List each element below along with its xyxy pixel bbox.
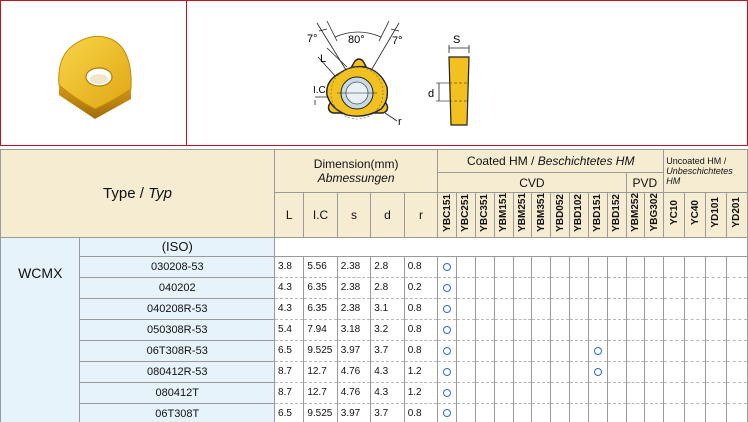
- dim-value-ic: 9.525: [304, 340, 337, 361]
- grade-cell: [570, 277, 589, 298]
- label-IC: I.C: [313, 85, 326, 96]
- iso-code: 080412R-53: [80, 361, 275, 382]
- grade-col-header: [706, 193, 727, 238]
- dim-value-l: 8.7: [275, 382, 304, 403]
- dim-value-d: 3.7: [371, 340, 404, 361]
- grade-cell: [626, 256, 645, 277]
- grade-cell: [532, 277, 551, 298]
- label-L: L: [320, 53, 327, 65]
- availability-circle-icon: [443, 409, 451, 417]
- dim-value-r: 1.2: [404, 361, 438, 382]
- availability-circle-icon: [443, 305, 451, 313]
- grade-cell: [588, 361, 607, 382]
- grade-cell: [607, 340, 626, 361]
- grade-cell: [532, 319, 551, 340]
- grade-cell: [685, 256, 706, 277]
- grade-cell: [532, 403, 551, 422]
- angle-center-label: 80°: [348, 34, 365, 46]
- grade-cell: [726, 256, 747, 277]
- dim-value-ic: 6.35: [304, 277, 337, 298]
- iso-code: 080412T: [80, 382, 275, 403]
- grade-col-header: [626, 193, 645, 238]
- grade-col-label: YBC151: [441, 193, 453, 232]
- cvd-header: CVD: [438, 173, 626, 193]
- grade-cell: [475, 382, 494, 403]
- grade-cell: [494, 277, 513, 298]
- dim-value-l: 6.5: [275, 340, 304, 361]
- iso-code: 030208-53: [80, 256, 275, 277]
- type-header: [1, 150, 275, 238]
- grade-cell: [570, 361, 589, 382]
- dim-value-d: 2.8: [371, 277, 404, 298]
- table-row: [1, 298, 748, 319]
- insert-photo-panel: [1, 1, 187, 145]
- dim-value-s: 2.38: [337, 298, 370, 319]
- dim-value-ic: 6.35: [304, 298, 337, 319]
- grade-cell: [513, 361, 532, 382]
- dim-value-ic: 5.56: [304, 256, 337, 277]
- coated-header-label: Coated HM /: [467, 154, 538, 168]
- type-header-italic: Typ: [148, 184, 172, 202]
- grade-col-header: [438, 193, 457, 238]
- grade-cell: [685, 298, 706, 319]
- grade-cell: [726, 361, 747, 382]
- grade-cell: [726, 319, 747, 340]
- grade-cell: [726, 277, 747, 298]
- dim-value-r: 0.8: [404, 340, 438, 361]
- grade-cell: [607, 277, 626, 298]
- grade-cell: [685, 340, 706, 361]
- availability-circle-icon: [443, 284, 451, 292]
- grade-cell: [626, 340, 645, 361]
- grade-cell: [438, 298, 457, 319]
- uncoated-header-label: Uncoated HM /: [666, 156, 727, 166]
- grade-cell: [607, 319, 626, 340]
- dim-value-s: 3.18: [337, 319, 370, 340]
- grade-cell: [726, 340, 747, 361]
- label-S: S: [453, 34, 461, 46]
- grade-col-label: YBG302: [648, 193, 660, 232]
- grade-cell: [513, 340, 532, 361]
- grade-cell: [438, 361, 457, 382]
- grade-col-header: [645, 193, 664, 238]
- iso-code: 040202: [80, 277, 275, 298]
- dim-value-s: 3.97: [337, 403, 370, 422]
- dim-value-s: 2.38: [337, 256, 370, 277]
- grade-cell: [626, 361, 645, 382]
- grade-cell: [513, 256, 532, 277]
- grade-col-label: YBC351: [479, 193, 491, 232]
- grade-cell: [532, 256, 551, 277]
- grade-cell: [475, 319, 494, 340]
- grade-cell: [570, 256, 589, 277]
- grade-cell: [551, 298, 570, 319]
- grade-col-label: YBD052: [554, 193, 566, 232]
- grade-cell: [645, 340, 664, 361]
- dim-value-l: 3.8: [275, 256, 304, 277]
- grade-cell: [494, 298, 513, 319]
- grade-col-header: [513, 193, 532, 238]
- grade-cell: [570, 319, 589, 340]
- grade-cell: [588, 256, 607, 277]
- dim-value-l: 6.5: [275, 403, 304, 422]
- grade-cell: [532, 298, 551, 319]
- table-row: [1, 319, 748, 340]
- iso-code: 06T308T: [80, 403, 275, 422]
- series-name: WCMX: [1, 237, 80, 422]
- dim-value-s: 4.76: [337, 382, 370, 403]
- grade-cell: [685, 403, 706, 422]
- grade-cell: [706, 340, 727, 361]
- grade-cell: [457, 256, 476, 277]
- grade-cell: [570, 382, 589, 403]
- grade-cell: [457, 361, 476, 382]
- angle-left-label: 7°: [307, 33, 318, 45]
- grade-cell: [457, 277, 476, 298]
- grade-cell: [570, 403, 589, 422]
- dim-value-l: 4.3: [275, 298, 304, 319]
- grade-cell: [588, 319, 607, 340]
- grade-cell: [475, 361, 494, 382]
- grade-col-label: YBM252: [629, 193, 641, 232]
- table-row: [1, 361, 748, 382]
- grade-cell: [570, 340, 589, 361]
- grade-cell: [726, 298, 747, 319]
- grade-cell: [457, 298, 476, 319]
- coated-header-italic: Beschichtetes HM: [537, 154, 635, 168]
- availability-circle-icon: [443, 347, 451, 355]
- grade-cell: [645, 319, 664, 340]
- grade-cell: [706, 361, 727, 382]
- insert-diagram-panel: [187, 1, 747, 145]
- availability-circle-icon: [443, 389, 451, 397]
- dim-value-r: 1.2: [404, 382, 438, 403]
- grade-cell: [588, 277, 607, 298]
- grade-cell: [494, 319, 513, 340]
- dim-value-s: 2.38: [337, 277, 370, 298]
- grade-col-header: [475, 193, 494, 238]
- grade-cell: [607, 298, 626, 319]
- grade-col-label: YBD152: [611, 193, 623, 232]
- grade-cell: [513, 403, 532, 422]
- table-row: [1, 340, 748, 361]
- iso-spacer-row: [275, 237, 748, 256]
- dim-col-header: d: [371, 193, 404, 238]
- grade-cell: [570, 298, 589, 319]
- grade-cell: [438, 319, 457, 340]
- grade-cell: [438, 382, 457, 403]
- dim-value-d: 3.7: [371, 403, 404, 422]
- grade-cell: [438, 256, 457, 277]
- grade-cell: [664, 340, 685, 361]
- grade-cell: [457, 340, 476, 361]
- grade-cell: [532, 361, 551, 382]
- grade-cell: [664, 319, 685, 340]
- grade-cell: [626, 382, 645, 403]
- angle-right-label: 7°: [392, 35, 403, 47]
- availability-circle-icon: [594, 368, 602, 376]
- grade-cell: [607, 361, 626, 382]
- coated-header: [438, 150, 664, 173]
- grade-cell: [706, 319, 727, 340]
- grade-cell: [645, 256, 664, 277]
- grade-cell: [551, 277, 570, 298]
- dim-value-d: 4.3: [371, 361, 404, 382]
- dimension-header-label: Dimension(mm): [313, 157, 399, 171]
- grade-cell: [475, 298, 494, 319]
- iso-code: 06T308R-53: [80, 340, 275, 361]
- dim-value-s: 4.76: [337, 361, 370, 382]
- grade-cell: [457, 382, 476, 403]
- insert-3d-image: [1, 1, 187, 145]
- label-r: r: [398, 116, 402, 128]
- iso-code: 040208R-53: [80, 298, 275, 319]
- dim-value-l: 4.3: [275, 277, 304, 298]
- grade-cell: [706, 403, 727, 422]
- grade-col-label: YBM151: [498, 193, 510, 232]
- grade-table: [0, 149, 748, 422]
- grade-cell: [645, 277, 664, 298]
- dim-value-l: 8.7: [275, 361, 304, 382]
- grade-cell: [685, 382, 706, 403]
- grade-col-header: [532, 193, 551, 238]
- dim-value-d: 3.2: [371, 319, 404, 340]
- insert-dimension-diagram: [187, 1, 747, 145]
- grade-col-label: YBM351: [535, 193, 547, 232]
- grade-cell: [475, 403, 494, 422]
- grade-col-label: YD101: [710, 197, 722, 228]
- grade-cell: [607, 382, 626, 403]
- grade-cell: [645, 298, 664, 319]
- availability-circle-icon: [443, 263, 451, 271]
- grade-col-label: YBD151: [592, 193, 604, 232]
- dim-value-r: 0.8: [404, 256, 438, 277]
- grade-cell: [706, 298, 727, 319]
- table-row: [1, 382, 748, 403]
- grade-cell: [588, 298, 607, 319]
- grade-table-wrapper: [0, 149, 748, 421]
- grade-cell: [513, 298, 532, 319]
- availability-circle-icon: [443, 368, 451, 376]
- dim-col-header: I.C: [304, 193, 337, 238]
- dim-value-r: 0.2: [404, 277, 438, 298]
- grade-cell: [551, 256, 570, 277]
- dim-value-l: 5.4: [275, 319, 304, 340]
- grade-cell: [626, 298, 645, 319]
- table-row: [1, 256, 748, 277]
- grade-col-header: [588, 193, 607, 238]
- grade-col-label: YD201: [731, 197, 743, 228]
- grade-cell: [551, 319, 570, 340]
- grade-col-label: YC10: [668, 199, 680, 225]
- dim-value-d: 2.8: [371, 256, 404, 277]
- dimension-header: [275, 150, 438, 193]
- grade-col-label: YBD102: [573, 193, 585, 232]
- dim-value-ic: 12.7: [304, 382, 337, 403]
- grade-col-header: [685, 193, 706, 238]
- grade-cell: [607, 256, 626, 277]
- grade-cell: [664, 298, 685, 319]
- grade-cell: [664, 256, 685, 277]
- dim-value-s: 3.97: [337, 340, 370, 361]
- label-d: d: [428, 88, 435, 100]
- grade-cell: [626, 319, 645, 340]
- grade-cell: [706, 382, 727, 403]
- grade-cell: [664, 277, 685, 298]
- dim-value-r: 0.8: [404, 403, 438, 422]
- grade-col-header: [664, 193, 685, 238]
- table-row: [1, 277, 748, 298]
- grade-cell: [664, 382, 685, 403]
- availability-circle-icon: [443, 326, 451, 334]
- grade-col-header: [494, 193, 513, 238]
- grade-cell: [532, 382, 551, 403]
- grade-cell: [494, 382, 513, 403]
- dimension-header-italic: Abmessungen: [317, 171, 395, 185]
- grade-cell: [685, 277, 706, 298]
- grade-cell: [664, 403, 685, 422]
- grade-cell: [685, 319, 706, 340]
- dim-value-ic: 7.94: [304, 319, 337, 340]
- grade-cell: [513, 382, 532, 403]
- grade-cell: [532, 340, 551, 361]
- table-row: [1, 403, 748, 422]
- grade-cell: [457, 403, 476, 422]
- iso-code: 050308R-53: [80, 319, 275, 340]
- dim-value-d: 4.3: [371, 382, 404, 403]
- dim-value-d: 3.1: [371, 298, 404, 319]
- grade-cell: [475, 340, 494, 361]
- dim-value-r: 0.8: [404, 319, 438, 340]
- grade-cell: [706, 277, 727, 298]
- iso-label: (ISO): [80, 237, 275, 256]
- grade-col-label: YC40: [689, 199, 701, 225]
- grade-cell: [551, 382, 570, 403]
- grade-cell: [726, 403, 747, 422]
- grade-col-header: [570, 193, 589, 238]
- dim-value-ic: 12.7: [304, 361, 337, 382]
- grade-cell: [475, 277, 494, 298]
- pvd-header: PVD: [626, 173, 664, 193]
- dim-col-header: r: [404, 193, 438, 238]
- dim-col-header: L: [275, 193, 304, 238]
- type-header-label: Type /: [103, 184, 149, 202]
- grade-cell: [706, 256, 727, 277]
- grade-cell: [607, 403, 626, 422]
- uncoated-header: [664, 150, 748, 193]
- grade-cell: [457, 319, 476, 340]
- grade-cell: [588, 382, 607, 403]
- grade-cell: [588, 340, 607, 361]
- grade-cell: [494, 340, 513, 361]
- grade-cell: [513, 319, 532, 340]
- grade-cell: [726, 382, 747, 403]
- uncoated-header-italic: Unbeschichtetes HM: [666, 166, 733, 186]
- grade-col-header: [457, 193, 476, 238]
- grade-col-header: [726, 193, 747, 238]
- grade-cell: [645, 382, 664, 403]
- grade-col-label: YBM251: [516, 193, 528, 232]
- grade-col-header: [551, 193, 570, 238]
- grade-cell: [551, 340, 570, 361]
- grade-col-header: [607, 193, 626, 238]
- grade-cell: [438, 277, 457, 298]
- grade-cell: [494, 256, 513, 277]
- availability-circle-icon: [594, 347, 602, 355]
- grade-cell: [551, 403, 570, 422]
- grade-cell: [685, 361, 706, 382]
- grade-cell: [626, 403, 645, 422]
- grade-cell: [664, 361, 685, 382]
- grade-cell: [513, 277, 532, 298]
- grade-cell: [551, 361, 570, 382]
- grade-col-label: YBC251: [460, 193, 472, 232]
- dim-value-ic: 9.525: [304, 403, 337, 422]
- top-image-strip: [0, 0, 748, 146]
- dim-value-r: 0.8: [404, 298, 438, 319]
- grade-cell: [475, 256, 494, 277]
- grade-cell: [626, 277, 645, 298]
- grade-cell: [494, 361, 513, 382]
- dim-col-header: s: [337, 193, 370, 238]
- grade-cell: [438, 340, 457, 361]
- grade-cell: [438, 403, 457, 422]
- grade-cell: [494, 403, 513, 422]
- grade-cell: [588, 403, 607, 422]
- grade-cell: [645, 403, 664, 422]
- grade-cell: [645, 361, 664, 382]
